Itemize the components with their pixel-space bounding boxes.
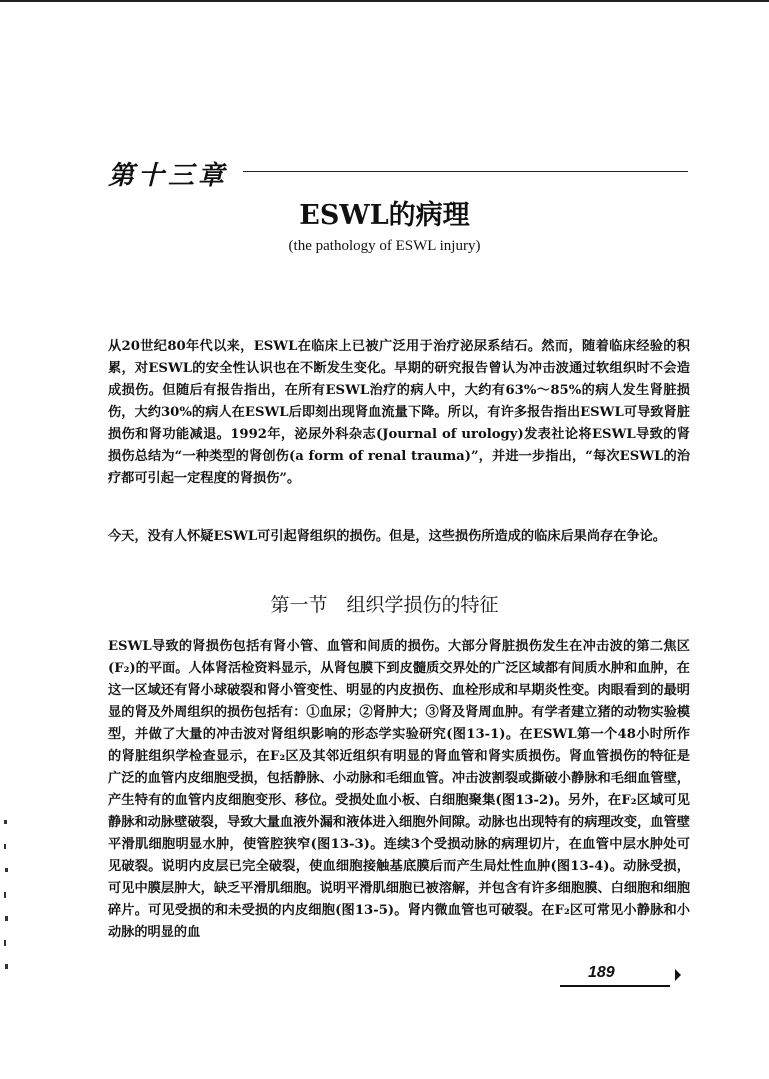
chapter-subtitle: (the pathology of ESWL injury) bbox=[288, 238, 481, 254]
page-corner-mark-icon bbox=[673, 968, 683, 982]
intro-paragraph-2: 今天，没有人怀疑ESWL可引起肾组织的损伤。但是，这些损伤所造成的临床后果尚存在争论。 bbox=[108, 529, 666, 544]
chapter-heading bbox=[108, 155, 688, 191]
chapter-rule bbox=[243, 171, 688, 172]
chapter-title: ESWL的病理 bbox=[299, 200, 470, 231]
section-paragraph-1: ESWL导致的肾损伤包括有肾小管、血管和间质的损伤。大部分肾脏损伤发生在冲击波的第二焦区(F₂)的平面。人体肾活检资料显示，从肾包膜下到皮髓质交界处的广泛区域都有间质水肿和血肿，在这一区域还有肾小球破裂和肾小管变性、明显的内皮损伤、血栓形成和早期炎性变。肉眼看到的最明显的肾及外周组织的损伤包括有：①血尿；②肾肿大；③肾及肾周血肿。有学者建立猪的动物实验模型，并做了大量的冲击波对肾组织影响的形态学实验研究(图13-1)。在ESWL第一个48小时所作的肾脏组织学检查显示，在F₂区及其邻近组织有明显的肾血管和肾实质损伤。肾血管损伤的特征是广泛的血管内皮细胞受损，包括静脉、小动脉和毛细血管。冲击波割裂或撕破小静脉和毛细血管壁，产生特有的血管内皮细胞变形、移位。受损处血小板、白细胞聚集(图13-2)。另外，在F₂区域可见静脉和动脉壁破裂，导致大量血液外漏和液体进入细胞外间隙。动脉也出现特有的病理改变，血管壁平滑肌细胞明显水肿，使管腔狭窄(图13-3)。连续3个受损动脉的病理切片，在血管中层水肿处可见破裂。说明内皮层已完全破裂，使血细胞接触基底膜后而产生局灶性血肿(图13-4)。动脉受损，可见中膜层肿大，缺乏平滑肌细胞。说明平滑肌细胞已被溶解，并包含有许多细胞膜、白细胞和细胞碎片。可见受损的和未受损的内皮细胞(图13-5)。肾内微血管也可破裂。在F₂区可常见小静脉和小动脉的明显的血 bbox=[108, 639, 690, 940]
top-border-line bbox=[0, 0, 769, 2]
intro-paragraph-1: 从20世纪80年代以来，ESWL在临床上已被广泛用于治疗泌尿系结石。然而，随着临床经验的积累，对ESWL的安全性认识也在不断发生变化。早期的研究报告曾认为冲击波通过软组织时不会造成损伤。但随后有报告指出，在所有ESWL治疗的病人中，大约有63%～85%的病人发生肾脏损伤，大约30%的病人在ESWL后即刻出现肾血流量下降。所以，有许多报告指出ESWL可导致肾脏损伤和肾功能减退。1992年，泌尿外科杂志(Journal of urology)发表社论将ESWL导致的肾损伤总结为“一种类型的肾创伤(a form of renal trauma)”，并进一步指出，“每次ESWL的治疗都可引起一定程度的肾损伤”。 bbox=[108, 339, 690, 486]
page-number: 189 bbox=[588, 964, 615, 981]
section-title: 第一节 组织学损伤的特征 bbox=[270, 594, 499, 616]
page-number-rule bbox=[560, 985, 670, 987]
scan-edge-marks bbox=[3, 820, 13, 980]
chapter-label: 第十三章 bbox=[108, 161, 229, 191]
page-footer bbox=[560, 964, 692, 994]
